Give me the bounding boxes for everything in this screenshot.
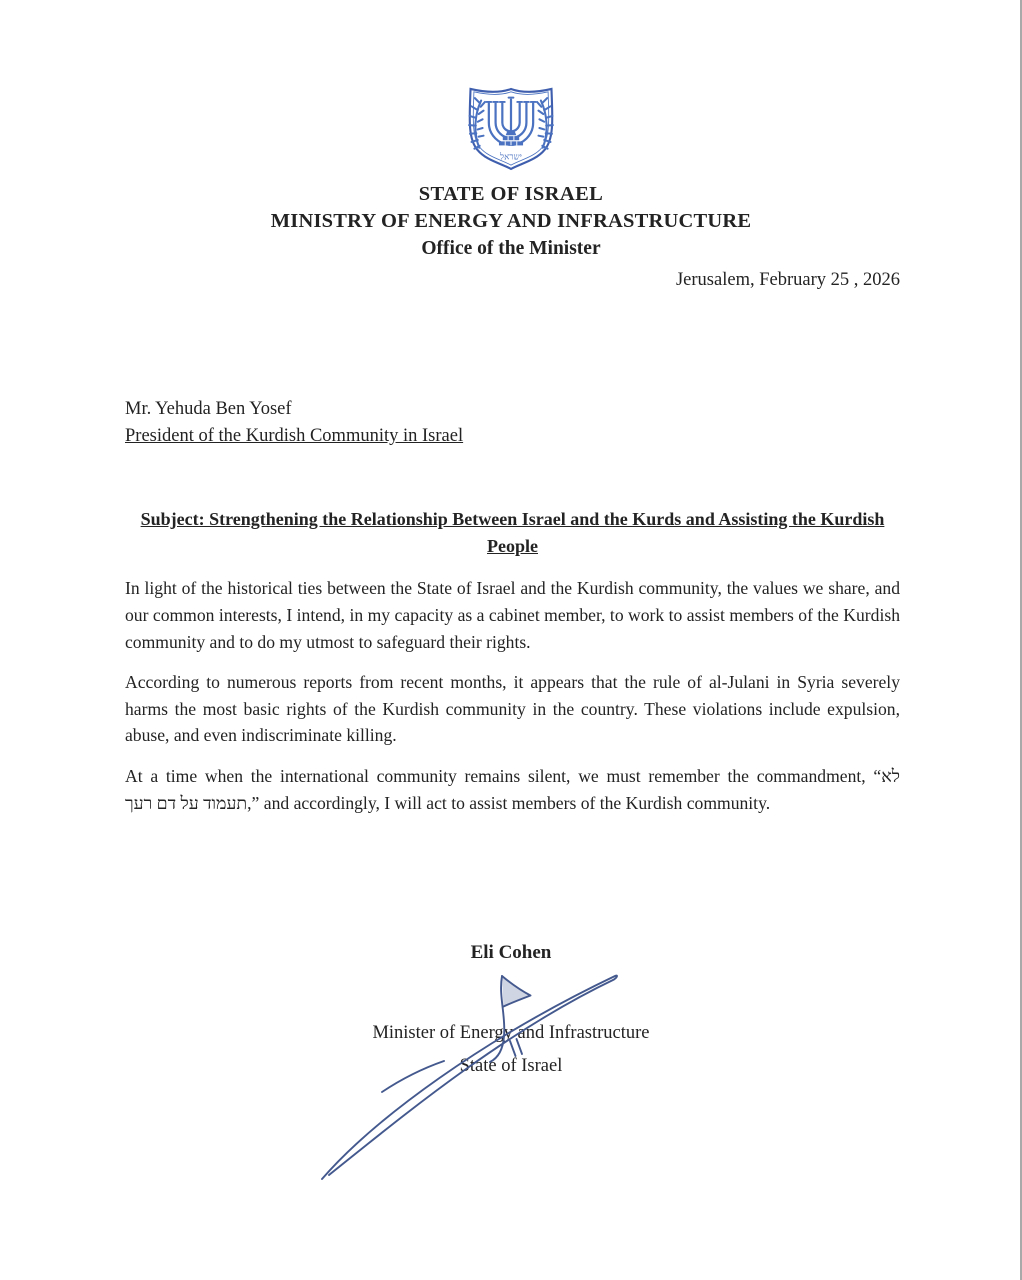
- recipient-name: Mr. Yehuda Ben Yosef: [125, 399, 292, 419]
- org-name-line3: Office of the Minister: [421, 238, 601, 259]
- signer-org: State of Israel: [459, 1056, 563, 1076]
- israel-state-emblem-icon: [0, 84, 1022, 171]
- subject-text: Subject: Strengthening the Relationship Between Israel and the Kurds and Assisting the Kurdish People: [140, 509, 885, 556]
- paragraph-1: In light of the historical ties between the State of Israel and the Kurdish community, the values we share, and our common interests, I intend, in my capacity as a cabinet member, to work to assist members of the Kurdish community and to do my utmost to safeguard their rights.: [125, 578, 900, 652]
- org-name-line2: MINISTRY OF ENERGY AND INFRASTRUCTURE: [270, 210, 752, 232]
- signer-name: Eli Cohen: [470, 942, 552, 963]
- dateline: Jerusalem, February 25 , 2026: [675, 270, 900, 290]
- recipient-title: President of the Kurdish Community in Israel: [125, 426, 464, 446]
- paragraph-2: According to numerous reports from recent months, it appears that the rule of al-Julani in Syria severely harms the most basic rights of the Kurdish community in the country. These violations include expulsion, abuse, and even indiscriminate killing.: [125, 671, 900, 746]
- emblem-hebrew-text: ישראל: [500, 151, 522, 162]
- signer-title: Minister of Energy and Infrastructure: [372, 1023, 650, 1043]
- letter-body: [125, 575, 900, 830]
- handwritten-signature: [305, 966, 635, 1188]
- paragraph-3: At a time when the international community remains silent, we must remember the commandment, “לא תעמוד על דם רעך,” and accordingly, I will act to assist members of the Kurdish community.: [125, 765, 900, 813]
- org-name-line1: STATE OF ISRAEL: [418, 183, 604, 205]
- subject-line: [125, 506, 900, 560]
- emblem-olive-branch-left: [469, 98, 485, 149]
- letterhead: [0, 84, 1022, 260]
- emblem-olive-branch-right: [537, 98, 553, 149]
- recipient-block: [125, 396, 463, 450]
